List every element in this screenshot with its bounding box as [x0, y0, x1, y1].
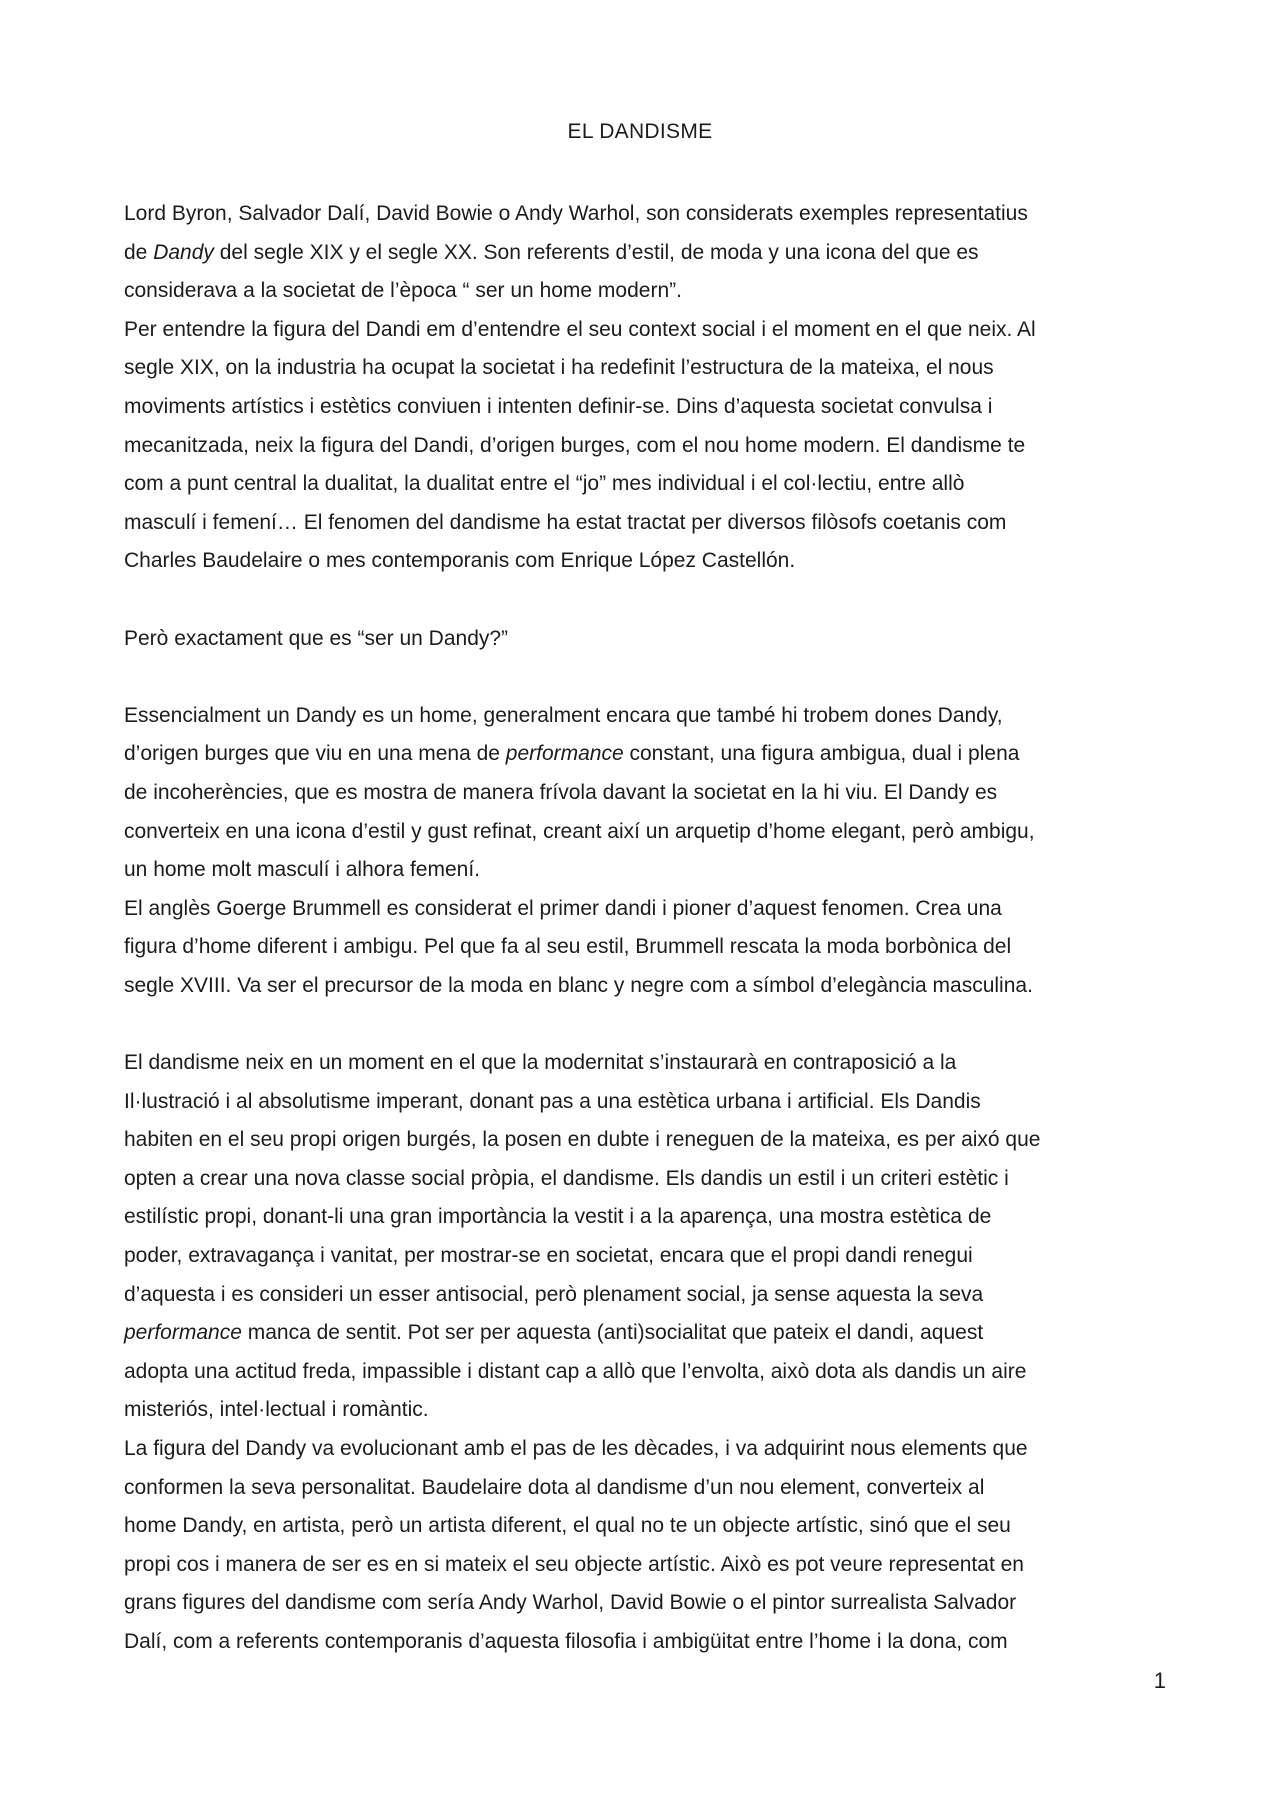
text-line [124, 928, 1170, 967]
italic-text: performance [505, 742, 624, 766]
text-run: home Dandy, en artista, però un artista diferent, el qual no te un objecte artístic, sinó que el seu [124, 1514, 1011, 1538]
text-line [124, 1430, 1170, 1469]
text-run: segle XIX, on la industria ha ocupat la societat i ha redefinit l’estructura de la mateixa, el nous [124, 356, 994, 380]
text-line [124, 1198, 1170, 1237]
text-line [124, 504, 1170, 543]
text-line [124, 427, 1170, 466]
text-run: habiten en el seu propi origen burgés, la posen en dubte i reneguen de la mateixa, es per aixó que [124, 1128, 1041, 1152]
text-line [124, 1623, 1170, 1662]
text-line [124, 1160, 1170, 1199]
text-line [124, 349, 1170, 388]
text-run: conformen la seva personalitat. Baudelaire dota al dandisme d’un nou element, converteix al [124, 1475, 985, 1499]
text-run: Essencialment un Dandy es un home, generalment encara que també hi trobem dones Dandy, [124, 703, 1003, 727]
text-run: converteix en una icona d’estil y gust refinat, creant així un arquetip d’home elegant, però ambigu, [124, 819, 1035, 843]
document-body [124, 195, 1170, 1662]
paragraph-spacer [124, 658, 1170, 697]
paragraph [124, 311, 1170, 581]
text-line [124, 465, 1170, 504]
text-line [124, 1353, 1170, 1392]
paragraph [124, 195, 1170, 311]
text-run: estilístic propi, donant-li una gran importància la vestit i a la aparença, una mostra estètica de [124, 1205, 992, 1229]
italic-text: Dandy [153, 240, 214, 264]
text-run: un home molt masculí i alhora femení. [124, 858, 480, 882]
text-line [124, 1121, 1170, 1160]
text-line [124, 774, 1170, 813]
text-run: considerava a la societat de l’època “ ser un home modern”. [124, 279, 682, 303]
text-line [124, 1314, 1170, 1353]
text-run: Per entendre la figura del Dandi em d’entendre el seu context social i el moment en el que neix. Al [124, 317, 1036, 341]
text-run: masculí i femení… El fenomen del dandisme ha estat tractat per diversos filòsofs coetanis com [124, 510, 1007, 534]
text-line [124, 1584, 1170, 1623]
text-run: Dalí, com a referents contemporanis d’aquesta filosofia i ambigüitat entre l’home i la dona, com [124, 1629, 1008, 1653]
paragraph [124, 620, 1170, 659]
text-run: El anglès Goerge Brummell es considerat el primer dandi i pioner d’aquest fenomen. Crea una [124, 896, 1002, 920]
text-run: de incoherències, que es mostra de manera frívola davant la societat en la hi viu. El Dandy es [124, 780, 998, 804]
text-run: de [124, 240, 154, 264]
text-run: constant, una figura ambigua, dual i plena [623, 742, 1020, 766]
document-title: EL DANDISME [567, 120, 713, 143]
text-line [124, 1507, 1170, 1546]
text-run: poder, extravagança i vanitat, per mostrar-se en societat, encara que el propi dandi renegui [124, 1244, 973, 1268]
text-line [124, 1391, 1170, 1430]
text-run: figura d’home diferent i ambigu. Pel que fa al seu estil, Brummell rescata la moda borbònica del [124, 935, 1012, 959]
text-run: mecanitzada, neix la figura del Dandi, d’origen burges, com el nou home modern. El dandisme te [124, 433, 1026, 457]
text-run: d’origen burges que viu en una mena de [124, 742, 506, 766]
text-line [124, 1044, 1170, 1083]
text-line [124, 195, 1170, 234]
text-run: Lord Byron, Salvador Dalí, David Bowie o Andy Warhol, son considerats exemples representatius [124, 202, 1028, 225]
text-run: del segle XIX y el segle XX. Son referents d’estil, de moda y una icona del que es [213, 240, 979, 264]
text-run: grans figures del dandisme com sería Andy Warhol, David Bowie o el pintor surrealista Salvador [124, 1591, 1017, 1615]
text-line [124, 1276, 1170, 1315]
text-line [124, 1546, 1170, 1585]
text-run: La figura del Dandy va evolucionant amb el pas de les dècades, i va adquirint nous elements que [124, 1437, 1028, 1460]
text-line [124, 1237, 1170, 1276]
text-run: propi cos i manera de ser es en si mateix el seu objecte artístic. Això es pot veure representat en [124, 1552, 1024, 1576]
text-run: d’aquesta i es consideri un esser antisocial, però plenament social, ja sense aquesta la seva [124, 1282, 984, 1306]
text-run: adopta una actitud freda, impassible i distant cap a allò que l’envolta, això dota als dandis un aire [124, 1359, 1027, 1383]
text-line [124, 1083, 1170, 1122]
text-line [124, 388, 1170, 427]
text-line [124, 813, 1170, 852]
text-line [124, 890, 1170, 929]
text-line [124, 620, 1170, 659]
text-line [124, 234, 1170, 273]
paragraph-spacer [124, 581, 1170, 620]
text-run: segle XVIII. Va ser el precursor de la moda en blanc y negre com a símbol d’elegància masculina. [124, 973, 1033, 997]
text-line [124, 1469, 1170, 1508]
text-run: Però exactament que es “ser un Dandy?” [124, 626, 509, 650]
text-run: com a punt central la dualitat, la dualitat entre el “jo” mes individual i el col·lectiu, entre allò [124, 472, 965, 496]
text-line [124, 542, 1170, 581]
text-line [124, 967, 1170, 1006]
paragraph [124, 890, 1170, 1006]
paragraph [124, 697, 1170, 890]
text-run: moviments artístics i estètics conviuen i intenten definir-se. Dins d’aquesta societat convulsa i [124, 394, 993, 418]
text-line [124, 272, 1170, 311]
text-line [124, 851, 1170, 890]
italic-text: performance [124, 1321, 242, 1345]
text-run: opten a crear una nova classe social pròpia, el dandisme. Els dandis un estil i un criteri estètic i [124, 1166, 1009, 1190]
text-run: Il·lustració i al absolutisme imperant, donant pas a una estètica urbana i artificial. Els Dandis [124, 1089, 981, 1113]
paragraph-spacer [124, 1005, 1170, 1044]
text-run: manca de sentit. Pot ser per aquesta (anti)socialitat que pateix el dandi, aquest [241, 1321, 984, 1345]
text-run: Charles Baudelaire o mes contemporanis com Enrique López Castellón. [124, 549, 796, 573]
paragraph [124, 1044, 1170, 1430]
text-line [124, 735, 1170, 774]
text-line [124, 311, 1170, 350]
paragraph [124, 1430, 1170, 1662]
page-number: 1 [1153, 1668, 1166, 1693]
text-line [124, 697, 1170, 736]
text-run: misteriós, intel·lectual i romàntic. [124, 1398, 429, 1422]
text-run: El dandisme neix en un moment en el que la modernitat s’instaurarà en contraposició a la [124, 1051, 957, 1075]
